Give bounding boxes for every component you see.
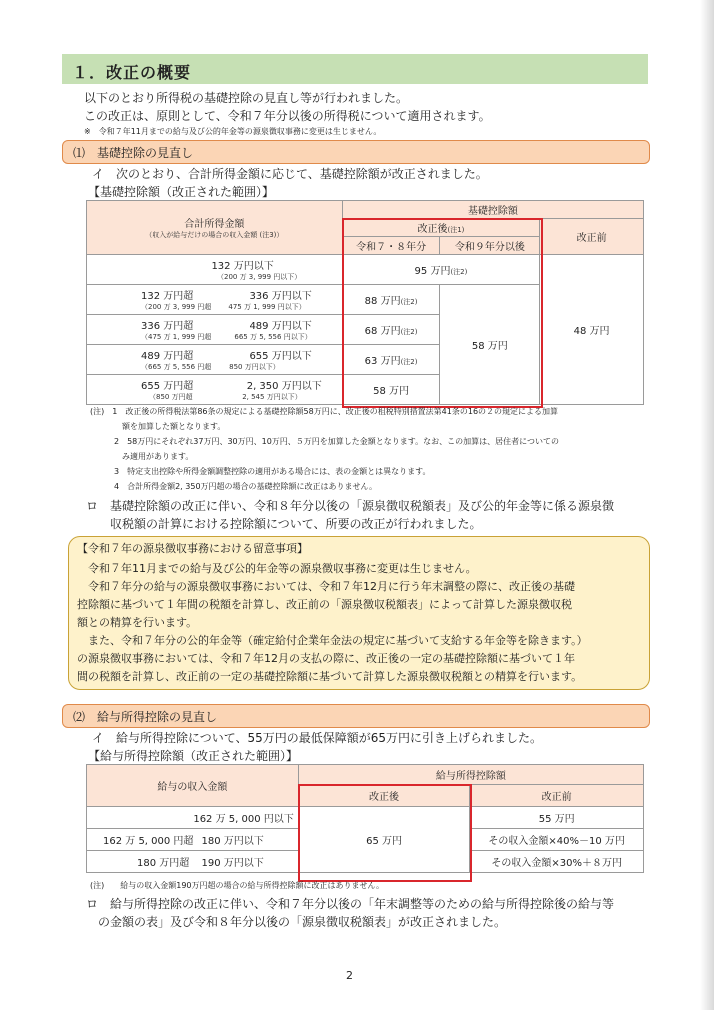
before-value: 48 万円 <box>540 255 644 405</box>
header-after-label: 改正後 <box>417 224 448 235</box>
salary-after-value: 65 万円 <box>298 807 470 873</box>
notice-line: 控除額に基づいて１年間の税額を計算し、改正前の「源泉徴収税額表」によって計算した源泉徴収税 <box>77 598 572 611</box>
header-before: 改正前 <box>540 219 644 255</box>
sub1-lead: イ 次のとおり、合計所得金額に応じて、基礎控除額が改正されました。 <box>92 167 488 181</box>
salary-income-cell: 162 万 5, 000 円以下 <box>87 807 299 829</box>
header-income-label: 合計所得金額 <box>184 219 245 230</box>
notice-title: 【令和７年の源泉徴収事務における留意事項】 <box>77 542 308 555</box>
header-income-close: ） <box>276 231 284 239</box>
deduction-63: 63 万円(注2) <box>342 345 440 375</box>
note-line: み適用があります。 <box>90 452 194 461</box>
note-line: 3 特定支出控除や所得金額調整控除の適用がある場合には、表の金額とは異なります。 <box>90 467 431 476</box>
header-income <box>87 201 343 255</box>
deduction-58: 58 万円 <box>342 375 440 405</box>
income-cell: 132 万円超 336 万円以下 （200 万 3, 999 円超 475 万 1, 999 円以下） <box>87 285 343 315</box>
income-cell: 132 万円以下 （200 万 3, 999 円以下） <box>87 255 343 285</box>
header-salary-after: 改正後 <box>298 785 470 807</box>
table-row <box>87 255 644 285</box>
header-income-note: (注3) <box>259 231 277 239</box>
section1-header <box>62 54 648 84</box>
income-cell: 336 万円超 489 万円以下 （475 万 1, 999 円超 665 万 5, 556 円以下） <box>87 315 343 345</box>
note-line: 4 合計所得金額2, 350万円超の場合の基礎控除額に改正はありません。 <box>90 482 378 491</box>
sub2-header <box>62 704 650 728</box>
notice-line: の源泉徴収事務においては、令和７年12月の支払の際に、改正後の一定の基礎控除額に基づいて１年 <box>77 652 575 665</box>
salary-before-value: 55 万円 <box>470 807 644 829</box>
sub1-ro-line-2: 収税額の計算における控除額について、所要の改正が行われました。 <box>86 517 482 531</box>
header-after-note: (注1) <box>447 226 465 234</box>
salary-income-cell: 162 万 5, 000 円超 180 万円以下 <box>87 829 299 851</box>
note-line: 額を加算した額となります。 <box>90 422 226 431</box>
salary-income-cell: 180 万円超 190 万円以下 <box>87 851 299 873</box>
notice-line: 額との精算を行います。 <box>77 616 198 629</box>
sub1-header <box>62 140 650 164</box>
deduction-68: 68 万円(注2) <box>342 315 440 345</box>
intro-line-1: 以下のとおり所得税の基礎控除の見直し等が行われました。 <box>84 91 409 105</box>
table-row <box>87 807 644 829</box>
note-line: (注) 1 改正後の所得税法第86条の規定による基礎控除額58万円に、改正後の租税特別措置法第41条の16の２の規定による加算 <box>90 407 559 416</box>
sub2-note: (注) 給与の収入金額190万円超の場合の給与所得控除額に改正はありません。 <box>90 881 384 890</box>
deduction-88: 88 万円(注2) <box>342 285 440 315</box>
intro-line-2: この改正は、原則として、令和７年分以後の所得税について適用されます。 <box>84 109 491 123</box>
notice-line: 令和７年分の給与の源泉徴収事務においては、令和７年12月に行う年末調整の際に、改正後の基礎 <box>77 580 575 593</box>
intro-note: ※ 令和７年11月までの給与及び公的年金等の源泉徴収事務に変更は生じません。 <box>84 127 382 136</box>
header-income-sub: （収入が給与だけの場合の収入金額 <box>145 231 260 239</box>
salary-before-value: その収入金額×30%＋８万円 <box>470 851 644 873</box>
income-cell: 655 万円超 2, 350 万円以下 （850 万円超 2, 545 万円以下） <box>87 375 343 405</box>
header-deduction: 基礎控除額 <box>342 201 643 219</box>
deduction-95: 95 万円(注2) <box>342 255 540 285</box>
header-salary-before: 改正前 <box>470 785 644 807</box>
sub1-table-title: 【基礎控除額（改正された範囲）】 <box>88 185 275 199</box>
notice-line: また、令和７年分の公的年金等（確定給付企業年金法の規定に基づいて支給する年金等を除きます。） <box>77 634 588 647</box>
notice-line: 令和７年11月までの給与及び公的年金等の源泉徴収事務に変更は生じません。 <box>77 562 477 575</box>
sub2-title: ⑵ 給与所得控除の見直し <box>73 710 218 724</box>
page-number: 2 <box>346 969 353 982</box>
sub2-table-title: 【給与所得控除額（改正された範囲）】 <box>88 749 299 763</box>
income-cell: 489 万円超 655 万円以下 （665 万 5, 556 円超 850 万円以下） <box>87 345 343 375</box>
basic-deduction-table <box>86 200 644 405</box>
notice-box <box>68 536 650 690</box>
notice-line: 間の税額を計算し、改正前の一定の基礎控除額に基づいて計算した源泉徴収税額との精算を行います。 <box>77 670 583 683</box>
header-r78: 令和７・８年分 <box>342 237 440 255</box>
sub2-ro-line-2: の金額の表」及び令和８年分以後の「源泉徴収税額表」が改正されました。 <box>86 915 507 929</box>
sub2-ro-line-1: ロ 給与所得控除の改正に伴い、令和７年分以後の「年末調整等のための給与所得控除後の給与等 <box>86 897 615 911</box>
header-salary-deduction: 給与所得控除額 <box>298 765 643 785</box>
page-edge-shadow <box>700 0 714 1010</box>
sub1-ro-line-1: ロ 基礎控除額の改正に伴い、令和８年分以後の「源泉徴収税額表」及び公的年金等に係る源泉徴 <box>86 499 615 513</box>
header-r9: 令和９年分以後 <box>440 237 540 255</box>
header-after <box>342 219 540 237</box>
salary-deduction-table <box>86 764 644 873</box>
section1-title: １．改正の概要 <box>72 63 192 82</box>
sub1-title: ⑴ 基礎控除の見直し <box>73 146 194 160</box>
note-line: 2 58万円にそれぞれ37万円、30万円、10万円、５万円を加算した金額となります。なお、この加算は、居住者についての <box>90 437 560 446</box>
salary-before-value: その収入金額×40%－10 万円 <box>470 829 644 851</box>
sub1-notes <box>90 406 559 493</box>
sub2-lead: イ 給与所得控除について、55万円の最低保障額が65万円に引き上げられました。 <box>92 731 543 745</box>
header-salary-income: 給与の収入金額 <box>87 765 299 807</box>
r9-value: 58 万円 <box>440 285 540 405</box>
